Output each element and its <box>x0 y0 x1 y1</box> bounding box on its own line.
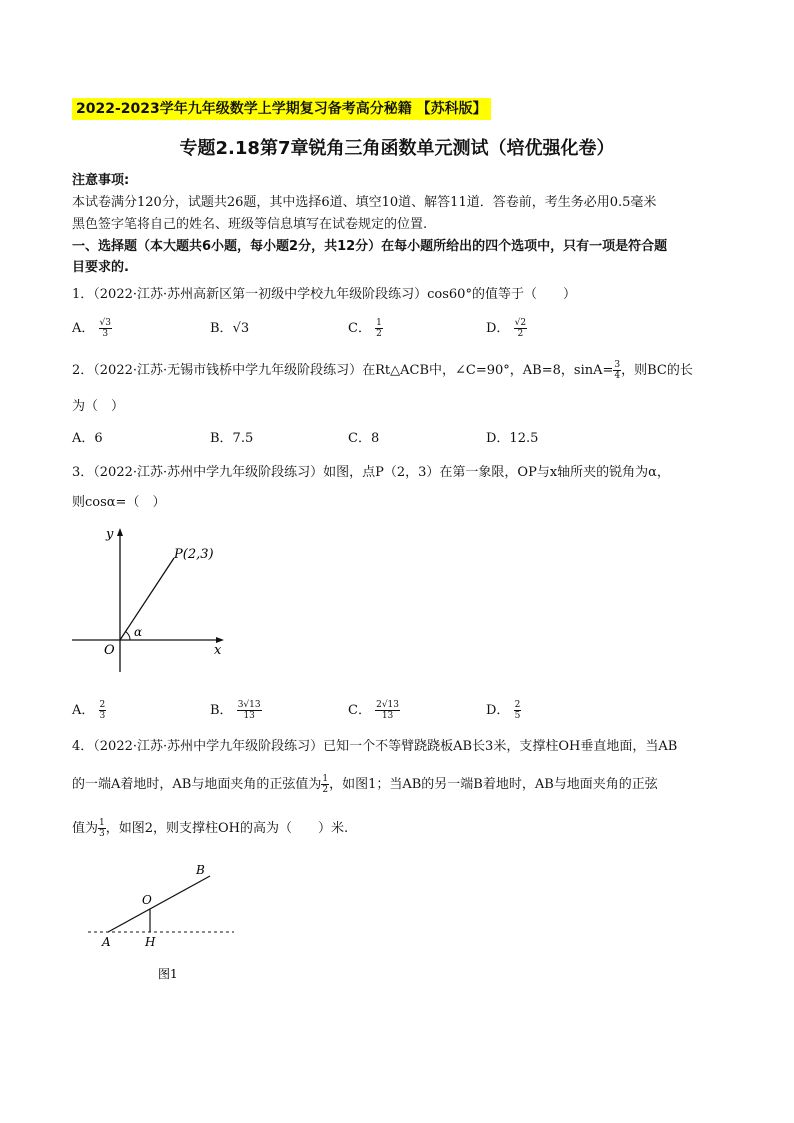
q4-b-label: B <box>196 863 205 877</box>
q3-option-d <box>486 700 521 722</box>
q2-option-d: D．12.5 <box>486 431 539 446</box>
q3-a-fraction <box>99 700 107 721</box>
q4-line-1: 4．（2022·江苏·苏州中学九年级阶段练习）已知一个不等臂跷跷板AB长3米，支撑柱OH垂直地面，当AB <box>72 739 678 754</box>
q4-line-3-pre: 值为 <box>72 821 99 836</box>
q4-figure-caption: 图1 <box>158 967 178 981</box>
q1-option-a <box>72 318 112 340</box>
q3-c-den: 13 <box>381 711 394 721</box>
q3-option-a <box>72 700 106 722</box>
q4-seesaw-figure <box>84 858 244 988</box>
q1-b-value: √3 <box>232 321 250 336</box>
q3-stem-2: 则cosα=（ ） <box>72 495 166 510</box>
q2-option-a: A．6 <box>72 431 103 446</box>
q4-h-label: H <box>145 935 156 949</box>
q3-y-arrow <box>117 528 123 536</box>
q1-a-label: A． <box>72 321 95 336</box>
q3-point-label: P(2,3) <box>174 547 214 562</box>
q3-c-num: 2√13 <box>376 700 400 710</box>
notice-line-2: 黑色签字笔将自己的姓名、班级等信息填写在试卷规定的位置. <box>72 217 428 232</box>
q3-angle-arc <box>126 632 131 640</box>
q1-d-num: √2 <box>514 318 527 328</box>
q3-y-label: y <box>106 527 114 542</box>
q4-line-2 <box>72 774 658 796</box>
q1-stem: 1．（2022·江苏·苏州高新区第一初级中学校九年级阶段练习）cos60°的值等于（ ） <box>72 287 576 302</box>
q2-stem <box>72 360 693 382</box>
notice-heading: 注意事项: <box>72 173 130 188</box>
q2-option-c: C．8 <box>348 431 380 446</box>
q3-angle-label: α <box>134 625 143 639</box>
section-1-heading: 一、选择题（本大题共6小题，每小题2分，共12分）在每小题所给出的四个选项中，只有一项是符合题 <box>72 239 668 254</box>
q3-option-c <box>348 700 400 722</box>
q1-option-c <box>348 318 383 340</box>
q1-d-fraction <box>514 318 527 339</box>
q4-line-3-den: 3 <box>99 829 105 839</box>
q3-a-label: A． <box>72 703 95 718</box>
q1-c-fraction <box>375 318 383 339</box>
q1-option-d <box>486 318 527 340</box>
q3-d-fraction <box>514 700 522 721</box>
q3-b-label: B． <box>210 703 233 718</box>
q4-o-label: O <box>142 893 152 907</box>
q4-line-3 <box>72 818 348 840</box>
q2-stem-2: 为（ ） <box>72 399 125 414</box>
q3-d-num: 2 <box>514 700 521 710</box>
q1-c-den: 2 <box>376 329 382 339</box>
q4-line-3-fraction <box>98 818 106 839</box>
q4-line-2-den: 2 <box>322 785 329 795</box>
notice-line-1: 本试卷满分120分，试题共26题，其中选择6道、填空10道、解答11道．答卷前，考生务必用0.5毫米 <box>72 195 657 210</box>
q2-stem-post: ，则BC的长 <box>621 363 693 378</box>
q1-d-den: 2 <box>517 329 524 339</box>
q4-line-2-post: ，如图1；当AB的另一端B着地时，AB与地面夹角的正弦 <box>329 777 658 792</box>
q2-stem-pre: 2．（2022·江苏·无锡市钱桥中学九年级阶段练习）在Rt△ACB中，∠C=90°，AB=8，sinA= <box>72 363 614 378</box>
q4-line-3-num: 1 <box>99 818 105 828</box>
q3-c-label: C． <box>348 703 371 718</box>
q1-a-num: √3 <box>99 318 111 328</box>
q3-d-label: D． <box>486 703 510 718</box>
q3-a-den: 3 <box>99 711 106 721</box>
q3-stem-1: 3．（2022·江苏·苏州中学九年级阶段练习）如图，点P（2，3）在第一象限，OP与x轴所夹的锐角为α， <box>72 465 670 480</box>
q4-line-2-fraction <box>321 774 329 795</box>
q2-frac-num: 3 <box>614 360 621 370</box>
q4-board-ab <box>108 876 210 932</box>
q1-option-b <box>210 318 249 340</box>
q3-c-fraction <box>375 700 400 721</box>
q3-b-den: 13 <box>243 711 255 721</box>
q1-c-num: 1 <box>376 318 382 328</box>
q1-a-fraction <box>99 318 112 339</box>
q4-line-2-pre: 的一端A着地时，AB与地面夹角的正弦值为 <box>72 777 322 792</box>
q2-frac-den: 4 <box>614 371 621 381</box>
q2-option-b: B．7.5 <box>210 431 254 446</box>
page-title: 专题2.18第7章锐角三角函数单元测试（培优强化卷） <box>179 138 615 159</box>
q4-line-2-num: 1 <box>322 774 329 784</box>
q3-d-den: 5 <box>514 711 521 721</box>
q3-segment-op <box>120 558 174 640</box>
q4-a-label: A <box>102 935 111 949</box>
q2-fraction <box>613 360 621 381</box>
q1-c-label: C． <box>348 321 371 336</box>
q3-b-num: 3√13 <box>237 700 261 710</box>
q3-coordinate-figure <box>68 522 238 682</box>
header-banner: 2022-2023学年九年级数学上学期复习备考高分秘籍 【苏科版】 <box>72 98 491 120</box>
q3-option-b <box>210 700 262 722</box>
q3-origin-label: O <box>104 643 115 658</box>
q3-x-label: x <box>214 643 222 658</box>
q1-a-den: 3 <box>102 329 109 339</box>
section-1-heading-cont: 目要求的. <box>72 260 129 275</box>
q3-a-num: 2 <box>99 700 106 710</box>
q1-d-label: D． <box>486 321 510 336</box>
q4-line-3-post: ，如图2，则支撑柱OH的高为（ ）米. <box>105 821 349 836</box>
q3-b-fraction <box>237 700 262 721</box>
q1-b-label: B． <box>210 321 233 336</box>
